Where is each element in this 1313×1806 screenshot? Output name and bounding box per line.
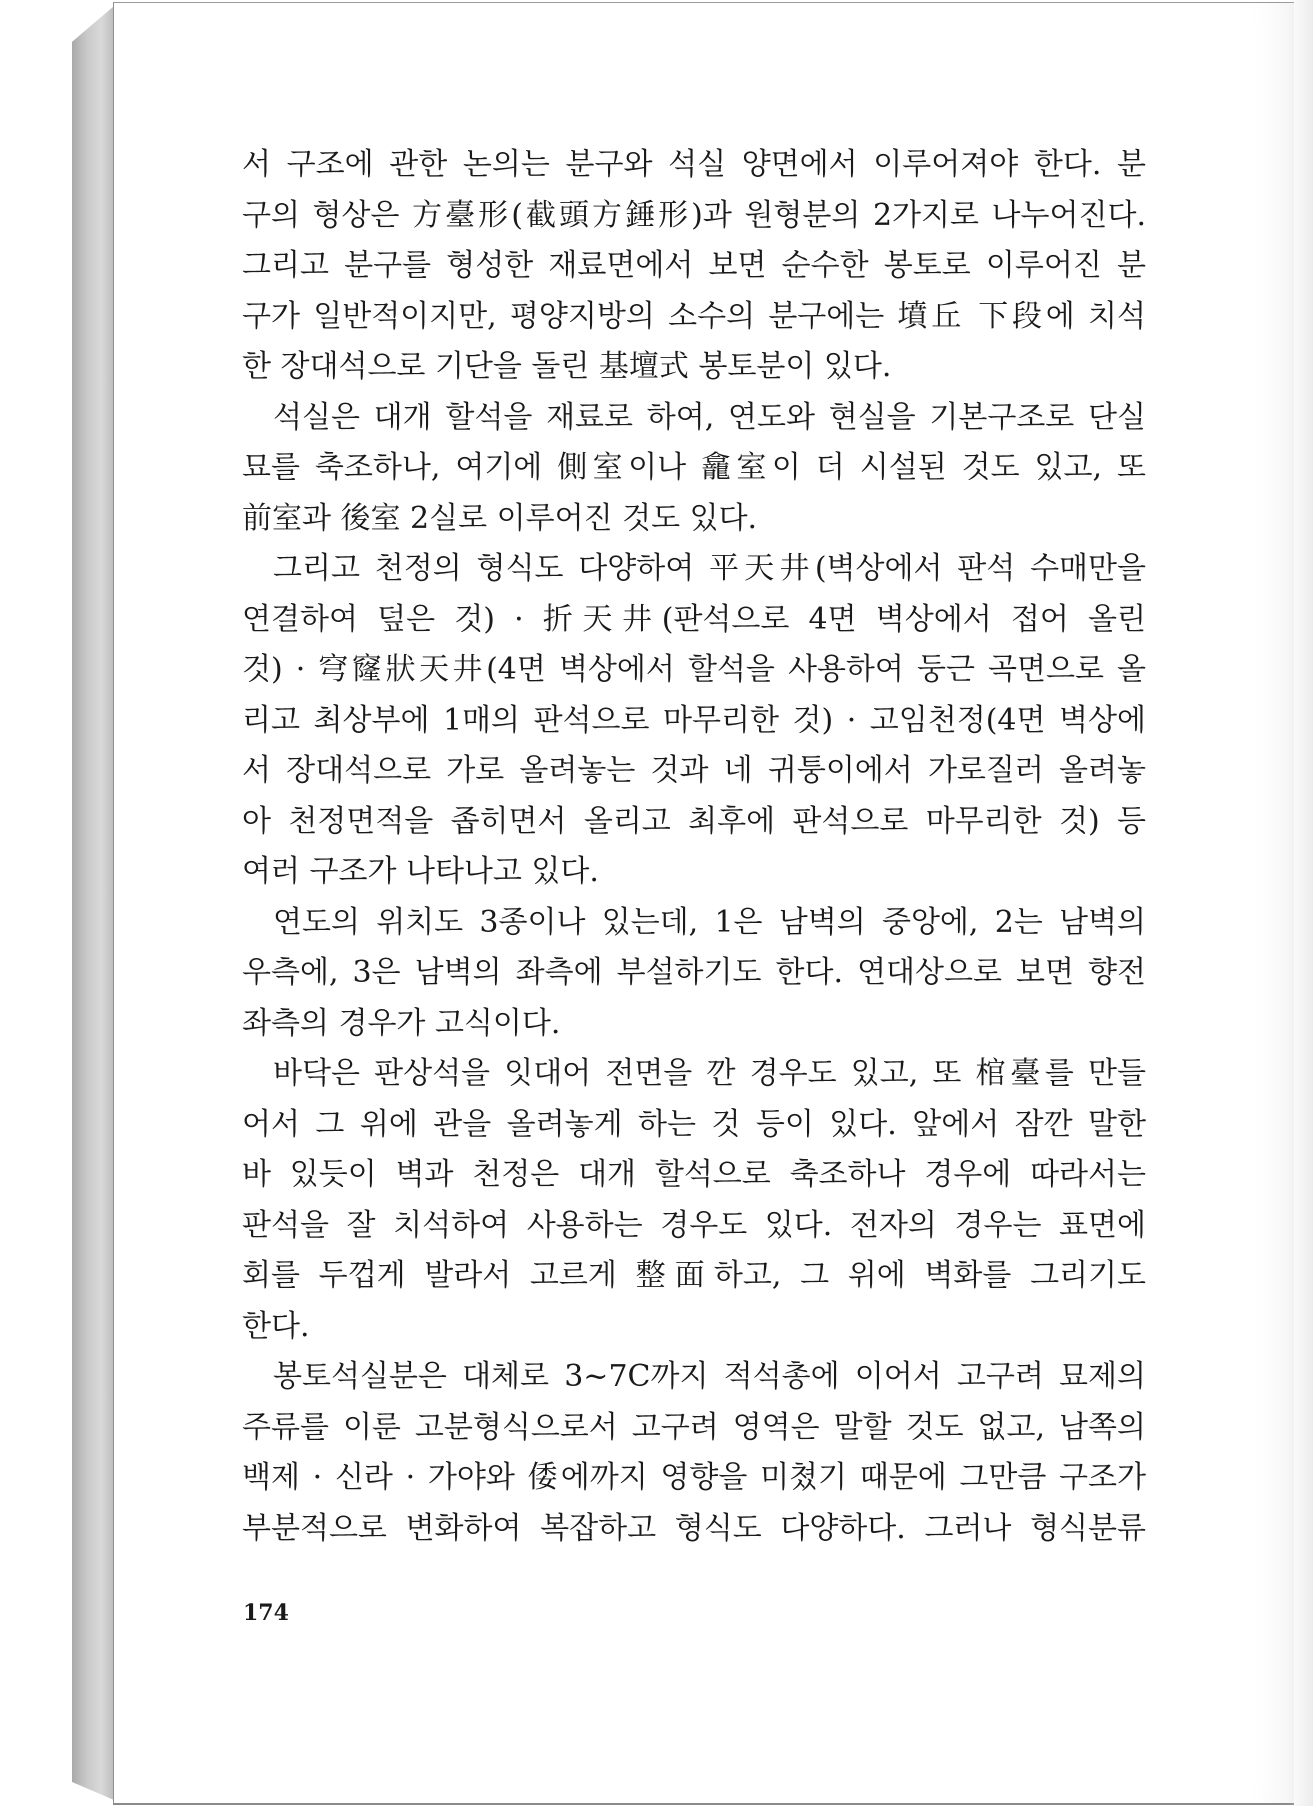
text-line: 것) · 穹窿狀天井(4면 벽상에서 할석을 사용하여 둥근 곡면으로 올 <box>242 652 1146 687</box>
text-line: 그리고 분구를 형성한 재료면에서 보면 순수한 봉토로 이루어진 분 <box>242 248 1146 283</box>
text-line: 연도의 위치도 3종이나 있는데, 1은 남벽의 중앙에, 2는 남벽의 <box>273 904 1146 940</box>
text-line: 어서 그 위에 관을 올려놓게 하는 것 등이 있다. 앞에서 잠깐 말한 <box>242 1106 1146 1142</box>
text-line: 前室과 後室 2실로 이루어진 것도 있다. <box>242 500 758 536</box>
text-line: 주류를 이룬 고분형식으로서 고구려 영역은 말할 것도 없고, 남쪽의 <box>242 1409 1146 1445</box>
text-line: 리고 최상부에 1매의 판석으로 마무리한 것) · 고임천정(4면 벽상에 <box>242 702 1146 738</box>
page-right-edge <box>1287 0 1313 1806</box>
text-line: 그리고 천정의 형식도 다양하여 平天井(벽상에서 판석 수매만을 <box>273 551 1146 586</box>
text-line: 좌측의 경우가 고식이다. <box>242 1005 561 1041</box>
text-line: 바닥은 판상석을 잇대어 전면을 깐 경우도 있고, 또 棺臺를 만들 <box>273 1056 1146 1091</box>
text-line: 여러 구조가 나타나고 있다. <box>242 854 599 889</box>
text-line: 서 장대석으로 가로 올려놓는 것과 네 귀퉁이에서 가로질러 올려놓 <box>242 753 1146 788</box>
body-text <box>242 140 1146 1554</box>
book-spine <box>72 6 114 1800</box>
text-line: 부분적으로 변화하여 복잡하고 형식도 다양하다. 그러나 형식분류 <box>242 1510 1146 1546</box>
text-line: 우측에, 3은 남벽의 좌측에 부설하기도 한다. 연대상으로 보면 향전 <box>242 955 1146 990</box>
text-line: 바 있듯이 벽과 천정은 대개 할석으로 축조하나 경우에 따라서는 <box>242 1157 1146 1192</box>
text-line: 서 구조에 관한 논의는 분구와 석실 양면에서 이루어져야 한다. 분 <box>242 147 1146 182</box>
page-number: 174 <box>243 1600 289 1626</box>
text-line: 묘를 축조하나, 여기에 側室이나 龕室이 더 시설된 것도 있고, 또 <box>242 450 1146 485</box>
text-line: 아 천정면적을 좁히면서 올리고 최후에 판석으로 마무리한 것) 등 <box>242 803 1146 839</box>
text-line: 봉토석실분은 대체로 3~7C까지 적석총에 이어서 고구려 묘제의 <box>273 1359 1146 1394</box>
text-line: 한 장대석으로 기단을 돌린 基壇式 봉토분이 있다. <box>242 349 892 384</box>
text-line: 한다. <box>242 1308 310 1344</box>
text-line: 석실은 대개 할석을 재료로 하여, 연도와 현실을 기본구조로 단실 <box>273 399 1146 435</box>
text-line: 구의 형상은 方臺形(截頭方錘形)과 원형분의 2가지로 나누어진다. <box>242 197 1146 233</box>
text-line: 구가 일반적이지만, 평양지방의 소수의 분구에는 墳丘 下段에 치석 <box>242 298 1146 334</box>
text-line: 판석을 잘 치석하여 사용하는 경우도 있다. 전자의 경우는 표면에 <box>242 1207 1146 1243</box>
text-line: 회를 두껍게 발라서 고르게 整面하고, 그 위에 벽화를 그리기도 <box>242 1258 1146 1293</box>
text-line: 연결하여 덮은 것) · 折天井(판석으로 4면 벽상에서 접어 올린 <box>242 601 1146 637</box>
text-line: 백제 · 신라 · 가야와 倭에까지 영향을 미쳤기 때문에 그만큼 구조가 <box>242 1460 1146 1495</box>
